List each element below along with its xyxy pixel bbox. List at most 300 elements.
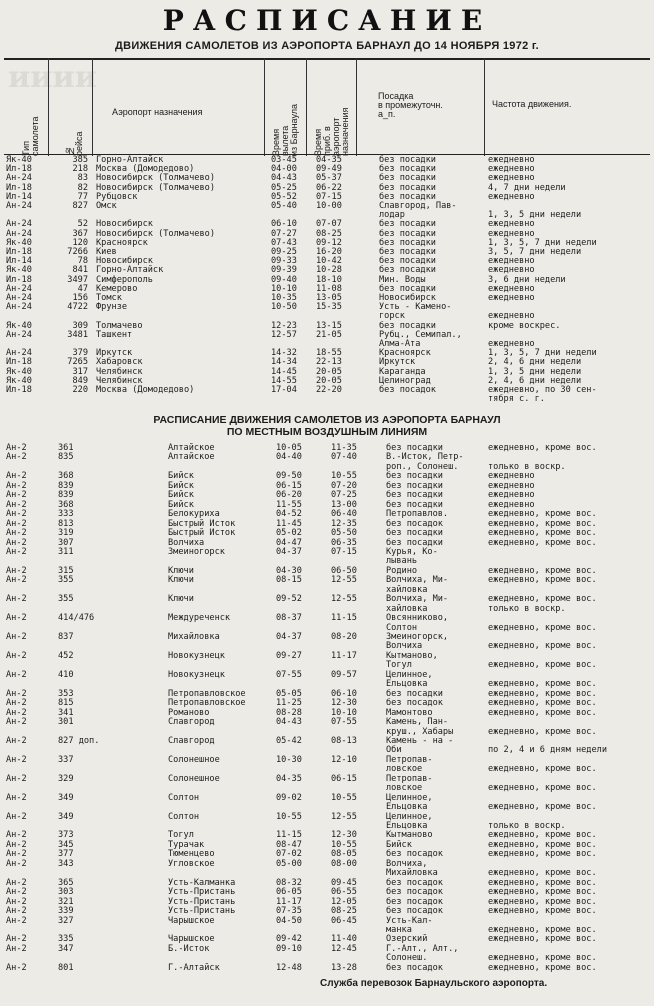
cell-flight-number: 841 — [72, 265, 88, 276]
cell-stopover: Петропавлов. — [386, 509, 449, 520]
cell-aircraft-type: Ан-24 — [6, 293, 32, 303]
cell-stopover: без посадок — [386, 906, 443, 917]
cell-frequency: ежедневно — [488, 191, 535, 202]
cell-arrival-time: 06-35 — [331, 537, 357, 548]
cell-flight-number: 77 — [77, 191, 88, 202]
cell-stopover: без посадки — [379, 283, 436, 294]
cell-aircraft-type: Ан-2 — [6, 669, 27, 680]
cell-frequency: ежедневно, кроме вос. — [488, 698, 597, 709]
cell-frequency: ежедневно, кроме вос. — [488, 688, 597, 699]
cell-aircraft-type: Ан-2 — [6, 707, 27, 718]
cell-stopover: Ельцовка — [386, 802, 428, 813]
cell-flight-number: 377 — [58, 849, 74, 860]
cell-stopover: без посадки — [379, 237, 436, 248]
cell-destination: Быстрый Исток — [168, 528, 236, 539]
cell-flight-number: 319 — [58, 528, 74, 539]
cell-arrival-time: 16-20 — [316, 247, 342, 257]
cell-destination: Новокузнецк — [168, 650, 225, 661]
cell-arrival-time: 08-25 — [331, 906, 357, 917]
cell-departure-time: 10-50 — [271, 302, 297, 313]
cell-departure-time: 07-55 — [276, 669, 302, 680]
cell-destination: Киев — [96, 247, 117, 257]
cell-destination: Алтайское — [168, 452, 215, 463]
cell-arrival-time: 13-00 — [331, 499, 357, 510]
cell-arrival-time: 13-05 — [316, 293, 342, 303]
cell-flight-number: 367 — [72, 228, 88, 239]
cell-departure-time: 07-43 — [271, 237, 297, 248]
cell-flight-number: 839 — [58, 490, 74, 501]
cell-flight-number: 379 — [72, 348, 88, 359]
cell-frequency: 1, 3, 5, 7 дни недели — [488, 237, 597, 248]
cell-frequency: ежедневно — [488, 228, 535, 239]
cell-destination: Новосибирск (Толмачево) — [96, 228, 215, 239]
cell-frequency: ежедневно — [488, 339, 535, 349]
cell-frequency: ежедневно — [488, 311, 535, 322]
cell-frequency: ежедневно, кроме вос. — [488, 783, 597, 794]
cell-flight-number: 303 — [58, 887, 74, 898]
cell-arrival-time: 07-15 — [316, 191, 342, 202]
cell-flight-number: 47 — [77, 283, 88, 294]
page-title: РАСПИСАНИЕ — [162, 4, 492, 37]
cell-frequency: ежедневно, кроме вос. — [488, 565, 597, 576]
cell-flight-number: 801 — [58, 962, 74, 973]
cell-frequency: ежедневно — [488, 283, 535, 294]
cell-aircraft-type: Ан-2 — [6, 877, 27, 888]
cell-departure-time: 04-43 — [276, 717, 302, 728]
cell-destination: Кемерово — [96, 283, 138, 294]
cell-flight-number: 815 — [58, 698, 74, 709]
cell-flight-number: 321 — [58, 896, 74, 907]
cell-arrival-time: 05-37 — [316, 173, 342, 184]
cell-arrival-time: 07-25 — [331, 490, 357, 501]
header-aircraft-type: Тип самолета — [21, 116, 40, 156]
cell-destination: Бийск — [168, 499, 194, 510]
cell-stopover: Змеиногорск, — [386, 632, 449, 642]
cell-aircraft-type: Ан-2 — [6, 754, 27, 765]
cell-stopover: без посадки — [386, 499, 443, 510]
cell-destination: Томск — [96, 293, 122, 303]
cell-stopover: Рубц., Семипал., — [379, 329, 462, 340]
cell-flight-number: 339 — [58, 906, 74, 917]
cell-frequency: ежедневно, кроме вос. — [488, 764, 597, 775]
cell-stopover: Тогул — [386, 660, 412, 671]
cell-frequency: ежедневно — [488, 480, 535, 491]
cell-frequency: по 2, 4 и 6 дням недели — [488, 745, 607, 756]
cell-flight-number: 83 — [77, 173, 88, 184]
cell-arrival-time: 15-35 — [316, 302, 342, 313]
cell-stopover: без посадки — [386, 471, 443, 482]
cell-aircraft-type: Ил-18 — [6, 274, 32, 285]
cell-stopover: Кытманово — [386, 830, 433, 841]
cell-stopover: хайловка — [386, 584, 428, 595]
cell-stopover: без посадок — [386, 887, 443, 898]
cell-departure-time: 14-55 — [271, 375, 297, 386]
cell-destination: Рубцовск — [96, 191, 138, 202]
cell-destination: Солтон — [168, 811, 200, 822]
cell-aircraft-type: Ан-2 — [6, 906, 27, 917]
cell-stopover: Курья, Ко- — [386, 546, 438, 557]
cell-frequency: ежедневно, кроме вос. — [488, 839, 597, 850]
cell-flight-number: 355 — [58, 575, 74, 586]
cell-flight-number: 333 — [58, 509, 74, 520]
cell-destination: Б.-Исток — [168, 943, 210, 954]
cell-frequency: только в воскр. — [488, 821, 566, 831]
cell-destination: Новосибирск — [96, 219, 153, 230]
cell-stopover: манка — [386, 924, 412, 935]
cell-frequency: ежедневно, кроме вос. — [488, 594, 597, 605]
cell-aircraft-type: Ан-2 — [6, 443, 27, 453]
cell-arrival-time: 12-10 — [331, 754, 357, 765]
cell-destination: Романово — [168, 707, 210, 718]
cell-arrival-time: 12-05 — [331, 896, 357, 907]
cell-departure-time: 05-40 — [271, 201, 297, 211]
cell-stopover: Целинное, — [386, 669, 433, 680]
cell-flight-number: 361 — [58, 443, 74, 453]
cell-stopover: без посадки — [386, 537, 443, 548]
cell-arrival-time: 10-00 — [316, 201, 342, 211]
cell-destination: Алтайское — [168, 443, 215, 453]
cell-flight-number: 347 — [58, 943, 74, 954]
cell-aircraft-type: Ан-2 — [6, 830, 27, 841]
cell-frequency: ежедневно, кроме вос. — [488, 934, 597, 945]
cell-stopover: Кытманово, — [386, 650, 438, 661]
cell-departure-time: 09-40 — [271, 274, 297, 285]
cell-aircraft-type: Ан-2 — [6, 735, 27, 746]
cell-arrival-time: 11-15 — [331, 613, 357, 624]
cell-destination: Челябинск — [96, 375, 143, 386]
cell-aircraft-type: Ан-2 — [6, 915, 27, 926]
cell-stopover: Целинное, — [386, 792, 433, 803]
cell-departure-time: 09-33 — [271, 256, 297, 267]
cell-arrival-time: 11-17 — [331, 650, 357, 661]
cell-frequency: ежедневно, кроме вос. — [488, 537, 597, 548]
cell-departure-time: 04-47 — [276, 537, 302, 548]
cell-destination: Ключи — [168, 575, 194, 586]
cell-stopover: Ельцовка — [386, 821, 428, 831]
cell-aircraft-type: Як-40 — [6, 265, 32, 276]
cell-stopover: Камень - на - — [386, 735, 454, 746]
cell-departure-time: 08-37 — [276, 613, 302, 624]
cell-destination: Челябинск — [96, 366, 143, 377]
cell-flight-number: 341 — [58, 707, 74, 718]
cell-frequency: ежедневно, кроме вос. — [488, 622, 597, 633]
cell-arrival-time: 06-50 — [331, 565, 357, 576]
cell-frequency: кроме воскрес. — [488, 320, 561, 331]
cell-aircraft-type: Ан-2 — [6, 509, 27, 520]
cell-stopover: Красноярск — [379, 348, 431, 359]
cell-arrival-time: 12-30 — [331, 698, 357, 709]
cell-stopover: В.-Исток, Петр- — [386, 452, 464, 463]
cell-stopover: Г.-Алт., Алт., — [386, 943, 459, 954]
cell-aircraft-type: Ан-2 — [6, 839, 27, 850]
cell-aircraft-type: Ан-2 — [6, 490, 27, 501]
cell-arrival-time: 07-20 — [331, 480, 357, 491]
cell-aircraft-type: Ан-24 — [6, 283, 32, 294]
cell-destination: Красноярск — [96, 237, 148, 248]
cell-stopover: Волчиха, — [386, 858, 428, 869]
section2-heading — [0, 414, 654, 438]
cell-flight-number: 410 — [58, 669, 74, 680]
cell-destination: Омск — [96, 201, 117, 211]
cell-aircraft-type: Ан-2 — [6, 811, 27, 822]
cell-aircraft-type: Ил-18 — [6, 247, 32, 257]
cell-arrival-time: 10-55 — [331, 471, 357, 482]
header-frequency: Частота движения. — [492, 99, 572, 109]
cell-destination: Усть-Калманка — [168, 877, 236, 888]
cell-aircraft-type: Як-40 — [6, 320, 32, 331]
cell-aircraft-type: Ан-2 — [6, 546, 27, 557]
cell-destination: Москва (Домодедово) — [96, 164, 195, 175]
cell-destination: Новосибирск (Толмачево) — [96, 182, 215, 193]
cell-flight-number: 452 — [58, 650, 74, 661]
cell-frequency: ежедневно — [488, 293, 535, 303]
cell-aircraft-type: Ан-24 — [6, 329, 32, 340]
cell-arrival-time: 21-05 — [316, 329, 342, 340]
cell-stopover: Усть - Камено- — [379, 302, 452, 313]
cell-flight-number: 3481 — [67, 329, 88, 340]
cell-stopover: без посадки — [379, 173, 436, 184]
cell-departure-time: 04-40 — [276, 452, 302, 463]
cell-arrival-time: 10-10 — [331, 707, 357, 718]
cell-flight-number: 368 — [58, 499, 74, 510]
cell-stopover: ловское — [386, 783, 423, 794]
cell-departure-time: 10-10 — [271, 283, 297, 294]
cell-arrival-time: 12-55 — [331, 594, 357, 605]
cell-departure-time: 05-52 — [271, 191, 297, 202]
cell-destination: Усть-Пристань — [168, 906, 236, 917]
table-row — [0, 963, 654, 974]
cell-flight-number: 837 — [58, 632, 74, 642]
table-row — [0, 394, 654, 405]
cell-stopover: Бийск — [386, 839, 412, 850]
page-subtitle: ДВИЖЕНИЯ САМОЛЕТОВ ИЗ АЭРОПОРТА БАРНАУЛ ДО 14 НОЯБРЯ 1972 г. — [114, 40, 540, 52]
cell-destination: Чарышское — [168, 934, 215, 945]
cell-frequency: только в воскр. — [488, 603, 566, 614]
cell-departure-time: 12-48 — [276, 962, 302, 973]
cell-destination: Новосибирск — [96, 256, 153, 267]
cell-destination: Михайловка — [168, 632, 220, 642]
cell-stopover: Целиноград — [379, 375, 431, 386]
cell-destination: Петропавловское — [168, 688, 246, 699]
cell-frequency: ежедневно — [488, 164, 535, 175]
cell-aircraft-type: Ан-2 — [6, 896, 27, 907]
cell-frequency: ежедневно, кроме вос. — [488, 518, 597, 529]
cell-destination: Славгород — [168, 735, 215, 746]
cell-arrival-time: 05-50 — [331, 528, 357, 539]
cell-stopover: без посадки — [379, 191, 436, 202]
cell-destination: Горно-Алтайск — [96, 265, 164, 276]
cell-aircraft-type: Ан-24 — [6, 173, 32, 184]
cell-arrival-time: 08-25 — [316, 228, 342, 239]
cell-aircraft-type: Ан-2 — [6, 849, 27, 860]
cell-flight-number: 220 — [72, 385, 88, 395]
cell-departure-time: 07-02 — [276, 849, 302, 860]
cell-aircraft-type: Як-40 — [6, 155, 32, 165]
cell-destination: Ташкент — [96, 329, 133, 340]
cell-frequency: ежедневно, кроме вос. — [488, 443, 597, 453]
cell-stopover: Петропав- — [386, 754, 433, 765]
cell-flight-number: 365 — [58, 877, 74, 888]
cell-destination: Горно-Алтайск — [96, 155, 164, 165]
cell-destination: Солонешное — [168, 754, 220, 765]
cell-aircraft-type: Ан-2 — [6, 499, 27, 510]
cell-frequency: ежедневно — [488, 265, 535, 276]
cell-aircraft-type: Ил-14 — [6, 191, 32, 202]
cell-aircraft-type: Ан-2 — [6, 565, 27, 576]
cell-arrival-time: 20-05 — [316, 375, 342, 386]
cell-aircraft-type: Ан-2 — [6, 518, 27, 529]
cell-stopover: Камень, Пан- — [386, 717, 449, 728]
cell-arrival-time: 07-07 — [316, 219, 342, 230]
cell-aircraft-type: Як-40 — [6, 375, 32, 386]
cell-frequency: только в воскр. — [488, 461, 566, 472]
cell-frequency: ежедневно, кроме вос. — [488, 877, 597, 888]
cell-arrival-time: 09-49 — [316, 164, 342, 175]
section2-title: РАСПИСАНИЕ ДВИЖЕНИЯ САМОЛЕТОВ ИЗ АЭРОПОРТА БАРНАУЛ — [153, 414, 501, 426]
cell-frequency: ежедневно, кроме вос. — [488, 660, 597, 671]
cell-stopover: Славгород, Пав- — [379, 201, 457, 211]
cell-frequency: ежедневно, кроме вос. — [488, 887, 597, 898]
cell-arrival-time: 06-40 — [331, 509, 357, 520]
cell-flight-number: 353 — [58, 688, 74, 699]
cell-departure-time: 09-50 — [276, 471, 302, 482]
cell-aircraft-type: Ан-2 — [6, 887, 27, 898]
cell-aircraft-type: Ан-2 — [6, 934, 27, 945]
cell-stopover: без посадки — [386, 443, 443, 453]
cell-frequency: 3, 5, 7 дни недели — [488, 247, 582, 257]
top-rule — [4, 58, 650, 60]
cell-arrival-time: 12-55 — [331, 811, 357, 822]
cell-flight-number: 813 — [58, 518, 74, 529]
cell-stopover: Овсянниково, — [386, 613, 449, 624]
cell-arrival-time: 10-28 — [316, 265, 342, 276]
cell-flight-number: 317 — [72, 366, 88, 377]
cell-destination: Петропавловское — [168, 698, 246, 709]
cell-frequency: 1, 3, 5 дни недели — [488, 210, 582, 221]
cell-destination: Симферополь — [96, 274, 153, 285]
cell-aircraft-type: Ан-2 — [6, 717, 27, 728]
cell-destination: Солонешное — [168, 773, 220, 784]
cell-aircraft-type: Ил-14 — [6, 256, 32, 267]
cell-aircraft-type: Ан-2 — [6, 471, 27, 482]
cell-frequency: ежедневно — [488, 471, 535, 482]
cell-frequency: 2, 4, 6 дни недели — [488, 375, 582, 386]
header-arrival: Время приб. в аэропорт назначения — [313, 107, 350, 156]
cell-departure-time: 04-00 — [271, 164, 297, 175]
cell-departure-time: 08-28 — [276, 707, 302, 718]
cell-flight-number: 827 доп. — [58, 735, 100, 746]
cell-stopover: ловское — [386, 764, 423, 775]
cell-aircraft-type: Ан-2 — [6, 613, 27, 624]
cell-departure-time: 05-42 — [276, 735, 302, 746]
cell-aircraft-type: Ан-2 — [6, 792, 27, 803]
cell-flight-number: 327 — [58, 915, 74, 926]
cell-aircraft-type: Ан-24 — [6, 348, 32, 359]
cell-departure-time: 04-37 — [276, 546, 302, 557]
cell-arrival-time: 11-35 — [331, 443, 357, 453]
cell-frequency: ежедневно — [488, 219, 535, 230]
cell-arrival-time: 06-10 — [331, 688, 357, 699]
cell-destination: Тюменцево — [168, 849, 215, 860]
cell-stopover: круш., Хабары — [386, 726, 454, 737]
cell-frequency: ежедневно, кроме вос. — [488, 896, 597, 907]
cell-destination: Бийск — [168, 480, 194, 491]
cell-arrival-time: 08-20 — [331, 632, 357, 642]
cell-destination: Междуреченск — [168, 613, 231, 624]
cell-flight-number: 329 — [58, 773, 74, 784]
cell-arrival-time: 10-42 — [316, 256, 342, 267]
cell-departure-time: 08-32 — [276, 877, 302, 888]
cell-frequency: ежедневно — [488, 256, 535, 267]
cell-flight-number: 4722 — [67, 302, 88, 313]
cell-stopover: без посадки — [379, 247, 436, 257]
cell-arrival-time: 06-15 — [331, 773, 357, 784]
cell-stopover: Оби — [386, 745, 402, 756]
cell-destination: Толмачево — [96, 320, 143, 331]
cell-arrival-time: 07-40 — [331, 452, 357, 463]
cell-flight-number: 337 — [58, 754, 74, 765]
cell-departure-time: 09-39 — [271, 265, 297, 276]
cell-stopover: Мамонтово — [386, 707, 433, 718]
cell-departure-time: 08-47 — [276, 839, 302, 850]
cell-stopover: Целинное, — [386, 811, 433, 822]
cell-frequency: ежедневно, кроме вос. — [488, 726, 597, 737]
cell-stopover: Волчиха, Ми- — [386, 575, 449, 586]
cell-stopover: Ельцовка — [386, 679, 428, 690]
cell-arrival-time: 09-57 — [331, 669, 357, 680]
cell-destination: Усть-Пристань — [168, 896, 236, 907]
cell-departure-time: 14-32 — [271, 348, 297, 359]
cell-departure-time: 07-35 — [276, 906, 302, 917]
cell-flight-number: 839 — [58, 480, 74, 491]
cell-destination: Чарышское — [168, 915, 215, 926]
cell-stopover: без посадки — [386, 528, 443, 539]
cell-departure-time: 08-15 — [276, 575, 302, 586]
cell-departure-time: 05-25 — [271, 182, 297, 193]
cell-departure-time: 11-55 — [276, 499, 302, 510]
cell-flight-number: 120 — [72, 237, 88, 248]
cell-arrival-time: 07-15 — [331, 546, 357, 557]
cell-stopover: Петропав- — [386, 773, 433, 784]
cell-flight-number: 343 — [58, 858, 74, 869]
cell-arrival-time: 11-08 — [316, 283, 342, 294]
cell-departure-time: 05-02 — [276, 528, 302, 539]
cell-destination: Славгород — [168, 717, 215, 728]
cell-departure-time: 06-15 — [276, 480, 302, 491]
cell-departure-time: 14-34 — [271, 357, 297, 368]
cell-departure-time: 10-30 — [276, 754, 302, 765]
cell-aircraft-type: Ан-2 — [6, 537, 27, 548]
cell-arrival-time: 08-05 — [331, 849, 357, 860]
cell-flight-number: 7265 — [67, 357, 88, 368]
cell-stopover: Новосибирск — [379, 293, 436, 303]
cell-aircraft-type: Ан-2 — [6, 632, 27, 642]
cell-flight-number: 82 — [77, 182, 88, 193]
cell-arrival-time: 18-55 — [316, 348, 342, 359]
cell-stopover: Михайловка — [386, 868, 438, 879]
cell-arrival-time: 07-55 — [331, 717, 357, 728]
cell-departure-time: 05-00 — [276, 858, 302, 869]
cell-stopover: без посадок — [386, 877, 443, 888]
cell-aircraft-type: Ан-2 — [6, 452, 27, 463]
cell-departure-time: 09-52 — [276, 594, 302, 605]
cell-frequency: ежедневно, кроме вос. — [488, 868, 597, 879]
cell-stopover: без посадок — [386, 518, 443, 529]
cell-aircraft-type: Ан-2 — [6, 773, 27, 784]
cell-departure-time: 04-52 — [276, 509, 302, 520]
cell-frequency: ежедневно, кроме вос. — [488, 707, 597, 718]
cell-departure-time: 04-50 — [276, 915, 302, 926]
